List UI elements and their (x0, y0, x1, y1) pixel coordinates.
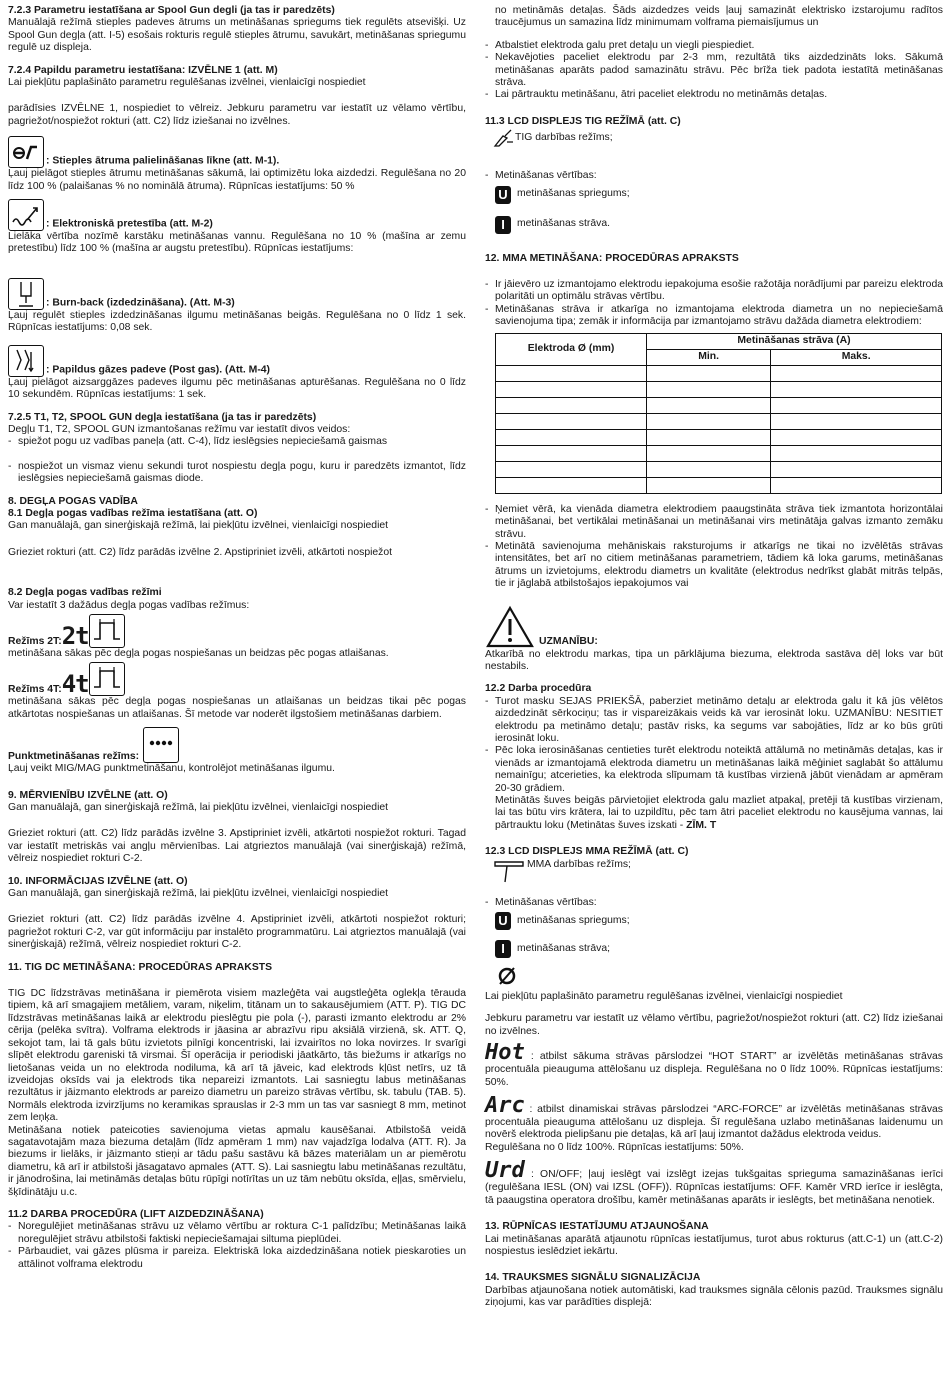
bullet-list (8, 1221, 466, 1271)
paragraph: Jebkuru parametru var iestatīt uz vēlamo vērtību, pagriežot/nospiežot rokturi (att. C2) līdz iziešanai no izvēlnes. (485, 1013, 943, 1037)
current-icon: I (495, 216, 511, 234)
param-m3 (8, 278, 466, 310)
display-4t: 4t (61, 670, 89, 699)
table-header: Min. (647, 349, 771, 365)
list-item: - spiežot pogu uz vadības paneļa (att. C-4), līdz ieslēgsies nepieciešamā gaismas (8, 436, 466, 448)
mode-label: Režīms 4T: (8, 683, 62, 695)
param-m2 (8, 199, 466, 231)
paragraph: Atkarībā no elektrodu markas, tipa un pārklājuma biezuma, elektroda sastāva dēļ loks var būt nestabils. (485, 648, 943, 672)
table-header: Maks. (771, 349, 942, 365)
list-item: - Lai pārtrauktu metināšanu, ātri paceliet elektrodu no metināmās detaļas. (485, 89, 943, 101)
warning-triangle-icon (485, 605, 535, 649)
list-item: - Ņemiet vērā, ka vienāda diametra elektrodiem paaugstināta strāva tiek izmantota horizontālai metināšanai, bet vertikālai metināšanai un metināšanai virs metinātāja galvas izmanto zemāku strāvu. (485, 504, 943, 541)
bullet-list (485, 897, 943, 909)
spot-mode-row (8, 727, 466, 763)
param-title: : Papildus gāzes padeve (Post gas). (Att. M-4) (46, 364, 271, 376)
diameter-icon (497, 965, 943, 991)
current-row (485, 211, 943, 239)
list-item: - Metināšanas vērtības: (485, 170, 943, 182)
warning-title: UZMANĪBU: (539, 636, 598, 648)
list-item: - Metināšanas strāva ir atkarīga no izmantojama elektroda diametra un no nepieciešamā savienojuma tipa; zemāk ir informācija par izmantojamo strāvu dažāda diametra elektrodiem: (485, 304, 943, 329)
paragraph: Grieziet rokturi (att. C2) līdz parādās izvēlne 4. Apstipriniet izvēli, atkārtoti nospiežot rokturi; pagriežot rokturi C-2, var gūt informāciju par instalēto programmatūru. Lai atgrieztos manuālajā (vai sinerģiskajā) režīmā, vēlreiz nospiediet rokturi C-2. (8, 914, 466, 951)
paragraph: metināšana sākas pēc degļa pogas nospiešanas un atlaišanas un beidzas tikai pēc pogas atkārtotas nospiešanas un atlaišanas. Šī metode var noderēt ilgstošiem metināšanas darbiem. (8, 696, 466, 720)
mode-label: Punktmetināšanas režīms: (8, 750, 140, 762)
table-header: Metināšanas strāva (A) (647, 333, 942, 349)
section-title: 8. DEGĻA POGAS VADĪBA (8, 495, 138, 507)
param-m4 (8, 345, 466, 377)
left-column (8, 5, 466, 1271)
list-text: Pēc loka ierosināšanas centieties turēt elektrodu noteiktā attālumā no metināmās detaļas, kas ir vienāds ar izmantojamā elektroda diametru un metināšanas laikā mēģiniet saglabāt šo attālumu nemainīgu; atcerieties, ka elektroda slīpumam tā kustības virzienā jābūt vienādam ar apmēram 20-30 grādiem. (495, 745, 943, 794)
bullet-list (485, 696, 943, 832)
paragraph: Grieziet rokturi (att. C2) līdz parādās izvēlne 2. Apstipriniet izvēli, atkārtoti nospiežot (8, 546, 393, 558)
vrd-display: Urd (485, 1158, 525, 1184)
vrd-param (485, 1160, 943, 1207)
paragraph: Gan manuālajā, gan sinerģiskajā režīmā, lai piekļūtu izvēlnei, vienlaicīgi nospiediet (8, 888, 389, 900)
arc-force-param (485, 1095, 943, 1142)
mode-text: MMA darbības režīms; (527, 858, 631, 870)
paragraph: Manuālajā režīmā stieples padeves ātrums un metināšanas spriegums tiek regulēts atsevišķi. Uz Spool Gun degļa (att. I-5) esošais rokturis regulē stieples ātrumu, savukārt, metināšanas spriegumu regulē uz displeja. (8, 17, 466, 54)
list-item: - Metināšanas vērtības: (485, 897, 943, 909)
bullet-list (485, 279, 943, 329)
mode-2t-row (8, 618, 466, 648)
voltage-icon: U (495, 912, 511, 930)
list-item (485, 745, 943, 832)
warning-row (485, 605, 943, 649)
bullet-list (485, 170, 943, 182)
paragraph: Ļauj regulēt stieples izdedzināšanas ilgumu metināšanas beigās. Regulēšana no 0 līdz 1 sek. Rūpnīcas iestatījums: 0,08 sek. (8, 309, 466, 334)
section-title: 12. MMA METINĀŠANA: PROCEDŪRAS APRAKSTS (485, 252, 739, 264)
paragraph: no metināmās detaļas. Šāds aizdedzes veids ļauj samazināt elektrisko izstarojumu radītos traucējumus un samazina līdz minimumam volframa piemaisījumus un (495, 5, 943, 29)
figure-ref: ZĪM. T (686, 819, 717, 831)
paragraph: parādīsies IZVĒLNE 1, nospiediet to vēlreiz. Jebkuru parametru var iestatīt uz vēlamo vērtību, pagriežot/nospiežot rokturi (att. C2) līdz iziešanai no izvēlnes. (8, 103, 466, 127)
voltage-row (485, 909, 943, 933)
table-row (496, 381, 942, 397)
table-header: Elektroda Ø (mm) (496, 333, 647, 365)
paragraph: Lai metināšanas aparātā atjaunotu rūpnīcas iestatījumus, turot abus rokturus (att.C-1) un (att.C-2) nospiestus ieslēdziet iekārtu. (485, 1233, 943, 1257)
right-column (485, 5, 943, 1310)
section-title: 8.1 Degļa pogas vadības režīma iestatīšana (att. O) (8, 507, 258, 519)
section-title: 9. MĒRVIENĪBU IZVĒLNE (att. O) (8, 789, 168, 801)
param-text: : ON/OFF; ļauj ieslēgt vai izslēgt izejas tukšgaitas sprieguma samazināšanas ierīci (regulēšana IESL (ON) vai IZSL (OFF)). Rūpnīcas iestatījums: OFF. Kamēr VRD ierīce ir ieslēgta, tā paaugstina operatora drošību, kamēr metināšanas aparāts ir ieslēgts, bet metināšana nenotiek. (485, 1169, 943, 1206)
section-title: 7.2.3 Parametru iestatīšana ar Spool Gun degli (ja tas ir paredzēts) (8, 5, 335, 16)
mode-4t-row (8, 666, 466, 699)
list-item: - Metinātā savienojuma mehāniskais raksturojums ir atkarīgs ne tikai no izvēlētās strāvas intensitātes, bet arī no citiem metināšanas parametriem, tādiem kā loka garums, metināšanas ātrums un izvietojums, elektrodu diametrs un kvalitāte (elektrodus nedrīkst glabāt mitrās telpās, tie ir jāglabā atbilstošajos iepakojumos vai (485, 541, 943, 591)
param-m1 (8, 136, 466, 168)
section-title: 12.3 LCD DISPLEJS MMA REŽĪMĀ (att. C) (485, 846, 689, 858)
table-row (496, 397, 942, 413)
table-row (496, 429, 942, 445)
paragraph: Lielāka vērtība nozīmē karstāku metināšanas vannu. Regulēšana no 10 % (mašīna ar zemu pretestību) līdz 100 % (mašīna ar augstu pretestību). Rūpnīcas iestatījums: (8, 231, 466, 255)
param-title: : Stieples ātruma palielināšanas līkne (att. M-1). (46, 155, 280, 167)
paragraph: Ļauj veikt MIG/MAG punktmetināšanu, kontrolējot metināšanas ilgumu. (8, 763, 335, 775)
section-title: 8.2 Degļa pogas vadības režīmi (8, 587, 162, 599)
mode-text: TIG darbības režīms; (515, 132, 613, 144)
paragraph: TIG DC līdzstrāvas metināšana ir piemērota visiem mazleģēta vai augstleģēta oglekļa tērauda tipiem, kā arī smagajiem metāliem, varam, niķelim, titānam un to sakausējumiem (ATT. P). TIG DC līdzstrāvas metināšanas laikā ar elektrodu pieslēgtu pie pola (-), parasti izmanto elektrodu ar 2% cērija (pelēka svītra). Volframa elektrods ir jāasina ar abrazīvu ripu aksiālā virzienā, sk. ATT. Q, sekojot tam, lai tā gals būtu izvietots pilnīgi koncentriski, lai izvairītos no loka novirzes. Ir svarīgi slīpēt elektrodu gareniski tā virsmai. Šī operācija ir periodiski jāatkārto, tās biežums ir atkarīgs no lietošanas veida un no elektroda nodiluma, kā arī tā jāveic, kad elektrods kļūst netīrs, uz tā izveidojas oksīds vai ja elektrods tika nepareizi izmantots. Lai sasniegtu labus metināšanas rezultātus ir jāizmanto elektrods ar pareizo diametru un pareizo strāvas vērtību, sk. tabulu (TAB. 5). Normāls elektroda izvirzījums no keramikas sprauslas ir 2-3 mm un tas var sasniegt 8 mm, metinot zem leņķa. (8, 988, 466, 1124)
section-title: 11. TIG DC METINĀŠANA: PROCEDŪRAS APRAKSTS (8, 961, 273, 973)
current-table (495, 333, 942, 494)
display-2t: 2t (61, 621, 89, 650)
table-row (496, 365, 942, 381)
paragraph: Var iestatīt 3 dažādus degļa pogas vadības režīmus: (8, 599, 250, 611)
table-row (496, 445, 942, 461)
paragraph: Gan manuālajā, gan sinerģiskajā režīmā, lai piekļūtu izvēlnei, vienlaicīgi nospiediet (8, 520, 389, 532)
paragraph: Ļauj pielāgot stieples ātrumu metināšanas sākumā, lai optimizētu loka aizdedzi. Regulēšana no 20 līdz 100 % (palaišanas % no nominālā ātruma). Rūpnīcas iestatījums: 50 % (8, 168, 466, 192)
trigger-2t-icon (89, 614, 125, 648)
param-text: : atbilst sākuma strāvas pārslodzei “HOT START” ar izvēlētās metināšanas strāvas procentuāla pieauguma attēlošanu uz displeja. Regulēšana no 0 līdz 100%. Rūpnīcas iestatījums: 50%. (485, 1051, 944, 1088)
list-item: - nospiežot un vismaz vienu sekundi turot nospiestu degļa pogu, kuru ir paredzēts izmantot, līdz ieslēgsies nepieciešamā gaismas diode. (8, 461, 466, 486)
list-item: - Atbalstiet elektroda galu pret detaļu un viegli piespiediet. (485, 40, 943, 52)
list-item: - Ir jāievēro uz izmantojamo elektrodu iepakojuma esošie ražotāja norādījumi par pareizu elektroda polaritāti un optimālu strāvas vērtību. (485, 279, 943, 304)
post-gas-icon (8, 345, 44, 377)
paragraph: Ļauj pielāgot aizsarggāzes padeves ilgumu pēc metināšanas apturēšanas. Regulēšana no 0 līdz 10 sekundēm. Rūpnīcas iestatījums: 1 sek. (8, 376, 466, 401)
table-row (496, 477, 942, 493)
burnback-icon (8, 278, 44, 310)
bullet-list (485, 504, 943, 591)
wire-speed-ramp-icon (8, 136, 44, 168)
value-text: metināšanas strāva; (517, 942, 610, 954)
paragraph: metināšana sākas pēc degļa pogas nospiešanas un beidzas pēc pogas atlaišanas. (8, 647, 389, 659)
paragraph: Degļu T1, T2, SPOOL GUN izmantošanas režīmu var iestatīt divos veidos: (8, 423, 351, 435)
value-text: metināšanas spriegums; (517, 914, 630, 926)
section-title: 14. TRAUKSMES SIGNĀLU SIGNALIZĀCIJA (485, 1272, 701, 1284)
paragraph: Regulēšana no 0 līdz 100%. Rūpnīcas iestatījums: 50%. (485, 1141, 744, 1153)
value-text: metināšanas strāva. (517, 218, 610, 230)
param-title: : Elektroniskā pretestība (att. M-2) (46, 218, 213, 230)
list-text: Metinātās šuves beigās pārvietojiet elektroda galu mazliet atpakaļ, pretēji tā kustības virzienam, lai tas būtu virs krātera, lai to uzpildītu, pēc tam ātri paceliet elektrodu no kausējuma vannas, lai pārtrauktu loku (Metinātas šuves izskati - (495, 795, 943, 831)
table-row (496, 413, 942, 429)
section-title: 7.2.4 Papildu parametru iestatīšana: IZVĒLNE 1 (att. M) (8, 64, 278, 76)
paragraph: Grieziet rokturi (att. C2) līdz parādās izvēlne 3. Apstipriniet izvēli, atkārtoti nospiežot rokturi. Tagad var iestatīt metriskās vai angļu mērvienības. Lai atgrieztos manuālajā (vai sinerģiskajā) režīmā, vēlreiz nospiediet rokturi C-2. (8, 828, 466, 865)
hot-start-param (485, 1042, 943, 1089)
section-title: 11.3 LCD DISPLEJS TIG REŽĪMĀ (att. C) (485, 115, 681, 127)
list-item: - Noregulējiet metināšanas strāvu uz vēlamo vērtību ar roktura C-1 palīdzību; Metināšanas laikā noregulējiet strāvu atbilstoši faktiski nepieciešamajai siltuma pieplūdei. (8, 1221, 466, 1246)
spot-weld-icon (143, 727, 179, 763)
section-title: 10. INFORMĀCIJAS IZVĒLNE (att. O) (8, 875, 188, 887)
section-title: 12.2 Darba procedūra (485, 683, 592, 695)
trigger-4t-icon (89, 662, 125, 696)
current-row (485, 935, 943, 963)
bullet-list (8, 436, 466, 485)
arc-display: Arc (485, 1093, 525, 1119)
tig-torch-icon (493, 128, 515, 148)
list-item: - Pārbaudiet, vai gāzes plūsma ir pareiza. Elektriskā loka aizdedzināšana notiek pieskaroties un attālinot volframa elektrodu (8, 1246, 466, 1271)
list-item: - Turot masku SEJAS PRIEKŠĀ, paberziet metināmo detaļu ar elektroda galu it kā jūs vēlētos aizdedzināt sērkociņu; tas ir vispareizākais veids kā var ierosināt loku. UZMANĪBU: NESITIET elektrodu pa metināmo detaļu; pastāv risks, ka segums var sabojāties, līdz ar ko būs grūti ierosināt loku. (485, 696, 943, 746)
paragraph: Metināšana notiek pateicoties savienojuma vietas apmalu kausēšanai. Atbilstošā veidā sagatavotajām maza biezuma detaļām (līdz apmēram 1 mm) nav vajadzīga lodalva (ATT. R). Ja biezums ir lielāks, ir jāizmanto stieņi ar tādu pašu sastāvu kā bāzes materiālam un ar piemērotu diametru, kā arī ir atbilstoši jāsagatavo apmales (ATT. S). Lai sasniegtu labu metināšanas rezultātu, ir jānodrošina, lai metināmās detaļas būtu rūpīgi notīrītas un uz tām nebūtu oksīda, eļļas, smērvielu, šķīdinātāju u.c. (8, 1124, 467, 1198)
value-text: metināšanas spriegums; (517, 188, 630, 200)
table-row (496, 461, 942, 477)
param-title: : Burn-back (izdedzināšana). (Att. M-3) (46, 297, 235, 309)
section-title: 11.2 DARBA PROCEDŪRA (LIFT AIZDEDZINĀŠANA) (8, 1208, 264, 1220)
list-item: - Nekavējoties paceliet elektrodu par 2-3 mm, rezultātā tiks aizdedzināts loks. Sākumā metināšanas aparāts padod samazinātu strāvu. Pēc brīža tiek padota iestatītā metināšanas strāva. (485, 52, 943, 89)
paragraph: Gan manuālajā, gan sinerģiskajā režīmā, lai piekļūtu izvēlnei, vienlaicīgi nospiediet (8, 802, 389, 813)
mma-electrode-icon (493, 859, 527, 885)
mma-mode-row (485, 859, 943, 887)
paragraph: Darbības atjaunošana notiek automātiski, kad trauksmes signāla cēlonis pazūd. Trauksmes signālu ziņojumi, kas var parādīties displejā: (485, 1284, 943, 1309)
current-icon: I (495, 940, 511, 958)
voltage-row (485, 183, 943, 207)
inductance-icon (8, 199, 44, 231)
section-title: 7.2.5 T1, T2, SPOOL GUN degļa iestatīšana (ja tas ir paredzēts) (8, 411, 317, 423)
hot-display: Hot (485, 1040, 525, 1066)
param-text: : atbilst dinamiskai strāvas pārslodzei “ARC-FORCE” ar izvēlētās metināšanas strāvas procentuāla pieauguma attēlošanu uz displeja. Šī regulēšana uzlabo metināšanas laidenumu un novērš elektroda pielipšanu pie detaļas, kā arī ļauj izmantot dažādus elektroda veidus. (485, 1104, 943, 1141)
paragraph: Lai piekļūtu paplašināto parametru regulēšanas izvēlnei, vienlaicīgi nospiediet (485, 991, 843, 1003)
mode-label: Režīms 2T: (8, 635, 62, 647)
section-title: 13. RŪPNĪCAS IESTATĪJUMU ATJAUNOŠANA (485, 1221, 709, 1233)
tig-mode-row (485, 128, 943, 148)
paragraph: Lai piekļūtu paplašināto parametru regulēšanas izvēlnei, vienlaicīgi nospiediet (8, 77, 366, 89)
voltage-icon: U (495, 186, 511, 204)
bullet-list (485, 40, 943, 102)
